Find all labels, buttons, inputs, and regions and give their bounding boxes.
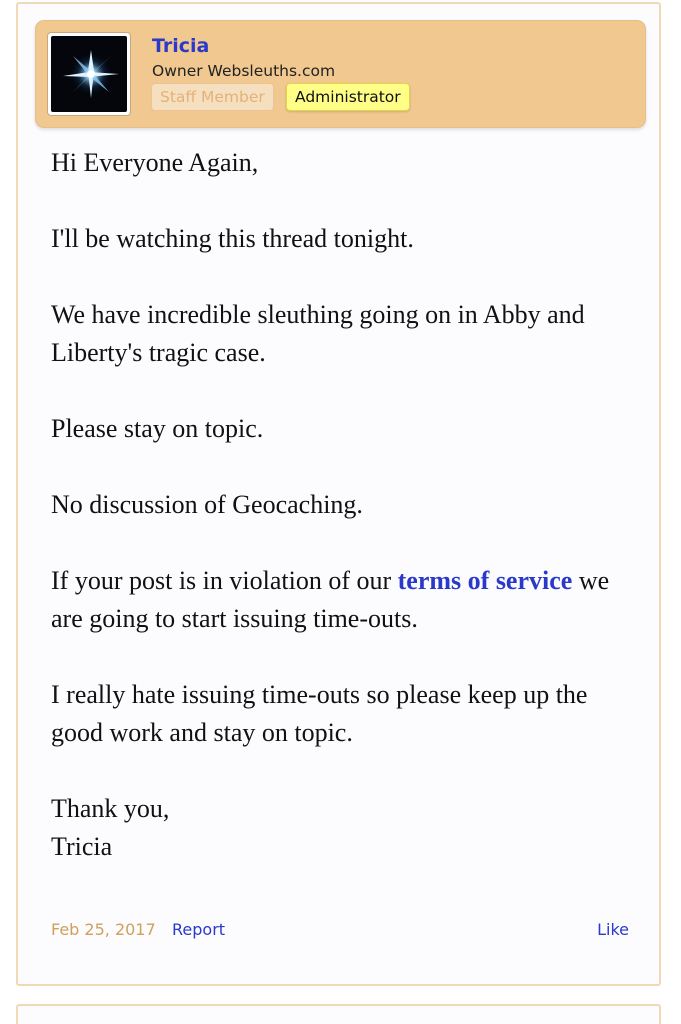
message-signoff (51, 790, 641, 866)
like-link[interactable]: Like (597, 920, 629, 939)
username-link[interactable]: Tricia (152, 35, 210, 57)
message-watching: I'll be watching this thread tonight. (51, 224, 414, 253)
message-post (16, 2, 661, 986)
message-violation (51, 562, 641, 638)
avatar[interactable] (47, 32, 131, 116)
user-title: Owner Websleuths.com (152, 62, 336, 80)
message-stay-on-topic: Please stay on topic. (51, 414, 264, 443)
violation-text-after: we are going to start issuing time-outs. (51, 566, 610, 633)
post-user-header (35, 20, 646, 128)
violation-text-before: If your post is in violation of our (51, 566, 398, 595)
post-date-link[interactable]: Feb 25, 2017 (51, 920, 156, 939)
next-message-post (16, 1004, 661, 1024)
message-no-geocaching: No discussion of Geocaching. (51, 490, 363, 519)
message-hate-timeouts: I really hate issuing time-outs so please keep up the good work and stay on topic. (51, 680, 588, 747)
administrator-badge: Administrator (286, 83, 410, 111)
report-link[interactable]: Report (172, 920, 226, 939)
terms-of-service-link[interactable]: terms of service (397, 566, 573, 595)
message-closing: Thank you, (51, 794, 170, 823)
sparkle-star-icon (51, 36, 127, 112)
staff-member-badge: Staff Member (151, 83, 274, 111)
message-sleuthing: We have incredible sleuthing going on in Abby and Liberty's tragic case. (51, 300, 585, 367)
message-body (51, 144, 641, 866)
message-signature: Tricia (51, 832, 113, 861)
message-greeting: Hi Everyone Again, (51, 148, 259, 177)
